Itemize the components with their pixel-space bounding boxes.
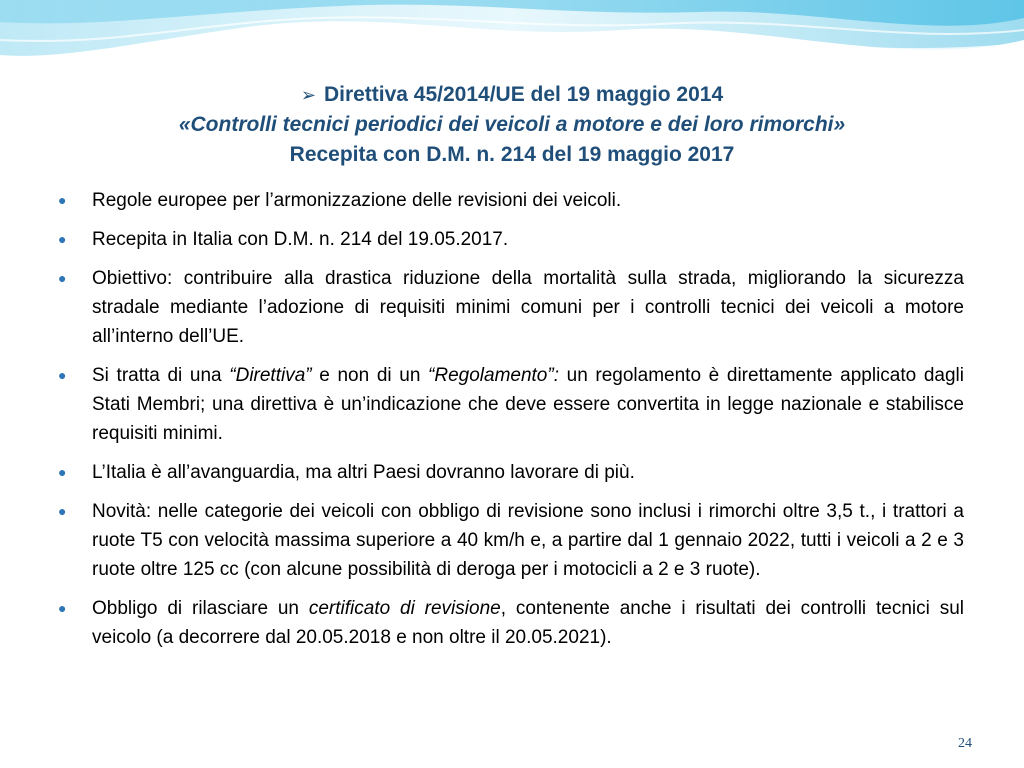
slide-title [100,80,924,170]
title-line-3: Recepita con D.M. n. 214 del 19 maggio 2017 [289,143,735,166]
title-line-1: ➢ Direttiva 45/2014/UE del 19 maggio 2014 [300,83,724,106]
emphasis-regolamento: “Regolamento”: [428,365,559,386]
header-wave-decoration [0,0,1024,80]
arrow-bullet-icon: ➢ [300,85,316,105]
emphasis-certificato: certificato di revisione [308,598,501,619]
page-number: 24 [958,736,972,751]
bullet-dot-icon: ● [58,464,67,480]
bullet-dot-icon: ● [58,600,67,616]
bullet-item: ● Regole europee per l’armonizzazione delle revisioni dei veicoli. [58,186,964,215]
emphasis-direttiva: “Direttiva” [229,365,312,386]
bullet-item: ● Recepita in Italia con D.M. n. 214 del 19.05.2017. [58,225,964,254]
bullet-item: ● Obiettivo: contribuire alla drastica riduzione della mortalità sulla strada, migliorando la sicurezza stradale mediante l’adozione di requisiti minimi comuni per i controlli tecnici dei veicoli a motore all’interno dell’UE. [58,264,964,351]
bullet-list [58,186,964,662]
bullet-item: ● Si tratta di una “Direttiva” e non di un “Regolamento”: un regolamento è direttamente applicato dagli Stati Membri; una direttiva è un’indicazione che deve essere convertita in legge nazionale e stabilisce requisiti minimi. [58,361,964,448]
title-line-2: «Controlli tecnici periodici dei veicoli a motore e dei loro rimorchi» [178,113,846,136]
bullet-dot-icon: ● [58,231,67,247]
bullet-item: ● L’Italia è all’avanguardia, ma altri Paesi dovranno lavorare di più. [58,458,964,487]
bullet-dot-icon: ● [58,192,67,208]
bullet-item: ● Obbligo di rilasciare un certificato di revisione, contenente anche i risultati dei controlli tecnici sul veicolo (a decorrere dal 20.05.2018 e non oltre il 20.05.2021). [58,594,964,652]
bullet-dot-icon: ● [58,270,67,286]
bullet-dot-icon: ● [58,503,67,519]
bullet-dot-icon: ● [58,367,67,383]
bullet-item: ● Novità: nelle categorie dei veicoli con obbligo di revisione sono inclusi i rimorchi oltre 3,5 t., i trattori a ruote T5 con velocità massima superiore a 40 km/h e, a partire dal 1 gennaio 2022, tutti i veicoli a 2 e 3 ruote oltre 125 cc (con alcune possibilità di deroga per i motocicli a 2 e 3 ruote). [58,497,964,584]
